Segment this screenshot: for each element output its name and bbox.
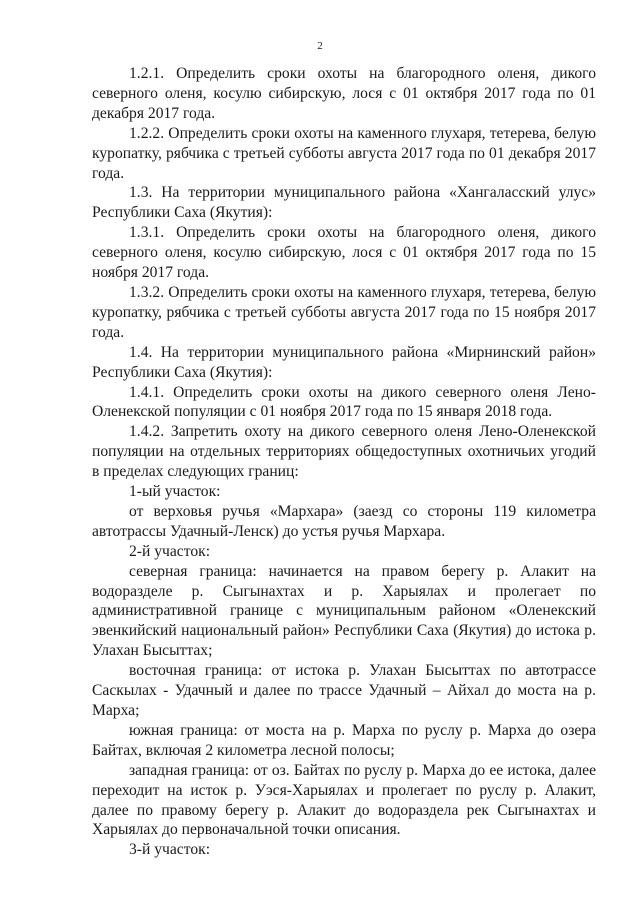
section-heading-plot-3: 3-й участок: (129, 841, 211, 859)
plot-2-east-boundary: восточная граница: от истока р. Улахан Бысыттах по автотрассе Саскылах - Удачный и далее по трассе Удачный – Айхал до моста на р. Марха; (92, 662, 596, 719)
paragraph-1-3-1: 1.3.1. Определить сроки охоты на благородного оленя, дикого северного оленя, косулю сибирскую, лося с 01 октября 2017 года по 15 ноября 2017 года. (92, 224, 596, 282)
section-heading-plot-2: 2-й участок: (129, 542, 211, 560)
document-body (92, 64, 596, 860)
plot-2-north-boundary: северная граница: начинается на правом берегу р. Алакит на водоразделе р. Сыгынахтах и р. Харыялах и пролегает по административной границе с муниципальным районом «Оленекский эвенкийский национальный район» Республики Саха (Якутия) до истока р. Улахан Бысыттах; (92, 562, 596, 660)
paragraph-1-4-1: 1.4.1. Определить сроки охоты на дикого северного оленя Лено-Оленекской популяции с 01 ноября 2017 года по 15 января 2018 года. (92, 383, 596, 421)
paragraph-1-2-1: 1.2.1. Определить сроки охоты на благородного оленя, дикого северного оленя, косулю сибирскую, лося с 01 октября 2017 года по 01 декабря 2017 года. (92, 65, 596, 122)
plot-2-south-boundary: южная граница: от моста на р. Марха по руслу р. Марха до озера Байтах, включая 2 километра лесной полосы; (92, 721, 596, 759)
paragraph-1-2-2: 1.2.2. Определить сроки охоты на каменного глухаря, тетерева, белую куропатку, рябчика с третьей субботы августа 2017 года по 01 декабря 2017 года. (92, 124, 596, 182)
plot-2-west-boundary: западная граница: от оз. Байтах по руслу р. Марха до ее истока, далее переходит на исток р. Уэся-Харыялах и пролегает по руслу р. Алакит, далее по правому берегу р. Алакит до водораздела рек Сыгынахтах и Харыялах до первоначальной точки описания. (92, 761, 596, 839)
paragraph-1-4-2: 1.4.2. Запретить охоту на дикого северного оленя Лено-Оленекской популяции на отдельных территориях общедоступных охотничьих угодий в пределах следующих границ: (92, 423, 596, 481)
page-number: 2 (317, 40, 323, 52)
plot-1-description: от верховья ручья «Мархара» (заезд со стороны 119 километра автотрассы Удачный-Ленск) до устья ручья Мархара. (92, 502, 596, 540)
paragraph-1-3: 1.3. На территории муниципального района «Хангаласский улус» Республики Саха (Якутия): (92, 184, 596, 222)
paragraph-1-3-2: 1.3.2. Определить сроки охоты на каменного глухаря, тетерева, белую куропатку, рябчика с третьей субботы августа 2017 года по 15 ноября 2017 года. (92, 283, 596, 341)
paragraph-1-4: 1.4. На территории муниципального района «Мирнинский район» Республики Саха (Якутия): (92, 343, 596, 381)
section-heading-plot-1: 1-ый участок: (129, 483, 221, 501)
